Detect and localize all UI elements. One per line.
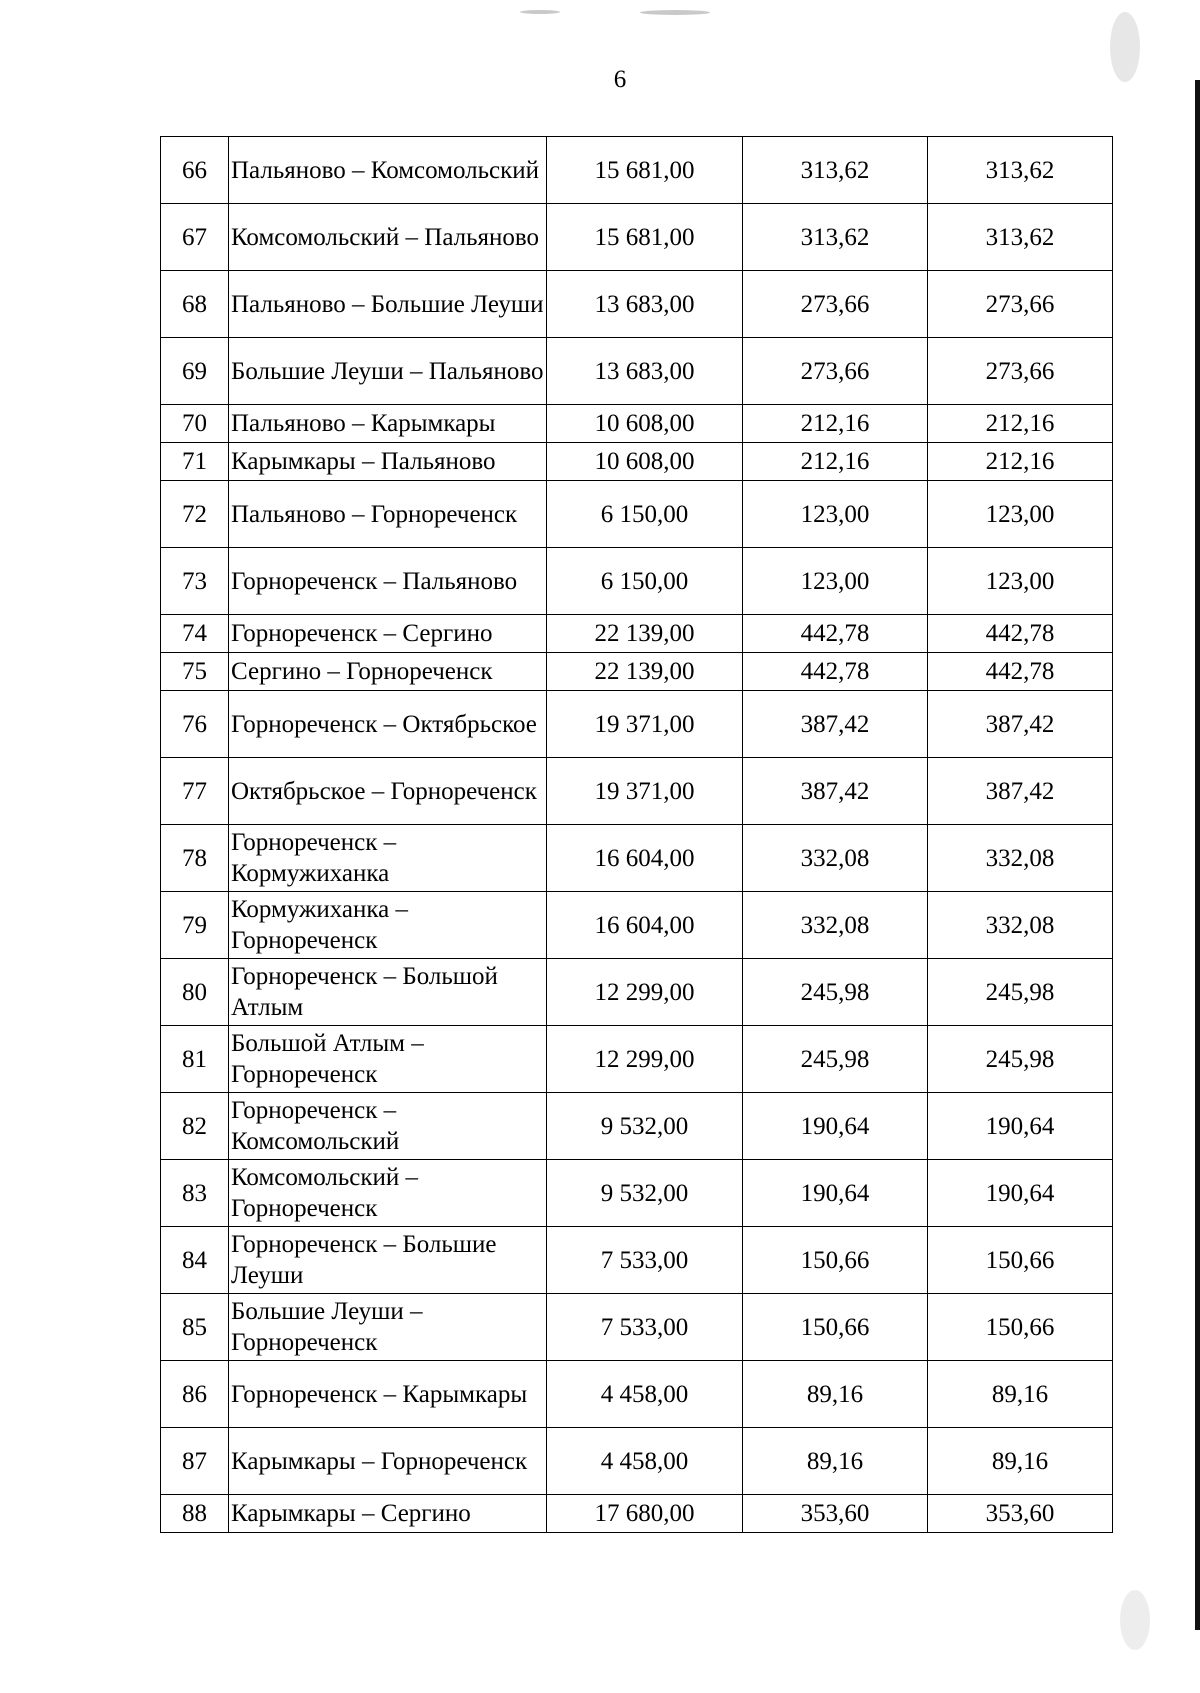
rate-cell: 442,78 (743, 653, 928, 691)
table-row (161, 204, 1113, 271)
row-number-cell: 68 (161, 271, 229, 338)
rate-cell-alt: 190,64 (928, 1160, 1113, 1227)
amount-cell: 13 683,00 (547, 271, 743, 338)
row-number-cell: 78 (161, 825, 229, 892)
row-number-cell: 73 (161, 548, 229, 615)
row-number-cell: 69 (161, 338, 229, 405)
rate-cell-alt: 212,16 (928, 443, 1113, 481)
amount-cell: 7 533,00 (547, 1227, 743, 1294)
table-row (161, 481, 1113, 548)
rate-cell-alt: 245,98 (928, 959, 1113, 1026)
rate-cell: 123,00 (743, 481, 928, 548)
scan-edge-mark (1195, 80, 1200, 1630)
amount-cell: 12 299,00 (547, 1026, 743, 1093)
rate-cell: 212,16 (743, 405, 928, 443)
rate-cell-alt: 313,62 (928, 137, 1113, 204)
rate-cell: 212,16 (743, 443, 928, 481)
rate-cell: 89,16 (743, 1428, 928, 1495)
rate-cell-alt: 387,42 (928, 691, 1113, 758)
route-cell: Пальяново – Большие Леуши (229, 271, 547, 338)
amount-cell: 22 139,00 (547, 653, 743, 691)
table-row (161, 443, 1113, 481)
row-number-cell: 81 (161, 1026, 229, 1093)
rate-cell-alt: 123,00 (928, 548, 1113, 615)
route-cell: Карымкары – Горнореченск (229, 1428, 547, 1495)
route-cell: Горнореченск – Пальяново (229, 548, 547, 615)
route-cell: Комсомольский – Горнореченск (229, 1160, 547, 1227)
amount-cell: 12 299,00 (547, 959, 743, 1026)
route-cell: Октябрьское – Горнореченск (229, 758, 547, 825)
route-cell: Горнореченск – Карымкары (229, 1361, 547, 1428)
row-number-cell: 77 (161, 758, 229, 825)
table-row (161, 1495, 1113, 1533)
scan-speck (1110, 12, 1140, 82)
row-number-cell: 75 (161, 653, 229, 691)
row-number-cell: 71 (161, 443, 229, 481)
tariff-table (160, 136, 1113, 1533)
route-cell: Большой Атлым – Горнореченск (229, 1026, 547, 1093)
scan-speck (640, 10, 710, 15)
rate-cell: 313,62 (743, 204, 928, 271)
row-number-cell: 85 (161, 1294, 229, 1361)
rate-cell-alt: 245,98 (928, 1026, 1113, 1093)
rate-cell: 273,66 (743, 338, 928, 405)
row-number-cell: 83 (161, 1160, 229, 1227)
rate-cell-alt: 442,78 (928, 615, 1113, 653)
route-cell: Горнореченск – Октябрьское (229, 691, 547, 758)
rate-cell: 150,66 (743, 1294, 928, 1361)
table-row (161, 615, 1113, 653)
amount-cell: 22 139,00 (547, 615, 743, 653)
route-cell: Горнореченск – Кормужиханка (229, 825, 547, 892)
row-number-cell: 87 (161, 1428, 229, 1495)
table-row (161, 653, 1113, 691)
amount-cell: 9 532,00 (547, 1093, 743, 1160)
rate-cell-alt: 332,08 (928, 825, 1113, 892)
amount-cell: 19 371,00 (547, 758, 743, 825)
rate-cell: 387,42 (743, 691, 928, 758)
row-number-cell: 80 (161, 959, 229, 1026)
rate-cell: 245,98 (743, 959, 928, 1026)
amount-cell: 4 458,00 (547, 1361, 743, 1428)
rate-cell: 353,60 (743, 1495, 928, 1533)
table-row (161, 271, 1113, 338)
table-row (161, 1227, 1113, 1294)
amount-cell: 9 532,00 (547, 1160, 743, 1227)
route-cell: Кормужиханка – Горнореченск (229, 892, 547, 959)
table-row (161, 1093, 1113, 1160)
scan-speck (520, 10, 560, 14)
amount-cell: 17 680,00 (547, 1495, 743, 1533)
amount-cell: 16 604,00 (547, 892, 743, 959)
page-number: 6 (613, 66, 627, 93)
rate-cell: 273,66 (743, 271, 928, 338)
amount-cell: 4 458,00 (547, 1428, 743, 1495)
rate-cell-alt: 123,00 (928, 481, 1113, 548)
route-cell: Горнореченск – Комсомольский (229, 1093, 547, 1160)
rate-cell: 332,08 (743, 892, 928, 959)
row-number-cell: 82 (161, 1093, 229, 1160)
route-cell: Карымкары – Пальяново (229, 443, 547, 481)
route-cell: Комсомольский – Пальяново (229, 204, 547, 271)
amount-cell: 10 608,00 (547, 443, 743, 481)
table-row (161, 691, 1113, 758)
tariff-table-body (161, 137, 1113, 1533)
row-number-cell: 88 (161, 1495, 229, 1533)
rate-cell: 313,62 (743, 137, 928, 204)
route-cell: Горнореченск – Сергино (229, 615, 547, 653)
table-row (161, 338, 1113, 405)
rate-cell-alt: 442,78 (928, 653, 1113, 691)
row-number-cell: 72 (161, 481, 229, 548)
rate-cell: 332,08 (743, 825, 928, 892)
table-row (161, 1428, 1113, 1495)
table-row (161, 892, 1113, 959)
amount-cell: 6 150,00 (547, 481, 743, 548)
rate-cell: 190,64 (743, 1093, 928, 1160)
rate-cell-alt: 273,66 (928, 338, 1113, 405)
route-cell: Пальяново – Комсомольский (229, 137, 547, 204)
rate-cell-alt: 212,16 (928, 405, 1113, 443)
row-number-cell: 66 (161, 137, 229, 204)
route-cell: Карымкары – Сергино (229, 1495, 547, 1533)
route-cell: Горнореченск – Большие Леуши (229, 1227, 547, 1294)
rate-cell: 123,00 (743, 548, 928, 615)
table-row (161, 548, 1113, 615)
rate-cell-alt: 273,66 (928, 271, 1113, 338)
rate-cell-alt: 150,66 (928, 1294, 1113, 1361)
amount-cell: 7 533,00 (547, 1294, 743, 1361)
scan-speck (1120, 1590, 1150, 1650)
route-cell: Пальяново – Карымкары (229, 405, 547, 443)
rate-cell-alt: 313,62 (928, 204, 1113, 271)
amount-cell: 10 608,00 (547, 405, 743, 443)
table-row (161, 1160, 1113, 1227)
row-number-cell: 79 (161, 892, 229, 959)
row-number-cell: 86 (161, 1361, 229, 1428)
rate-cell-alt: 353,60 (928, 1495, 1113, 1533)
table-row (161, 1026, 1113, 1093)
rate-cell-alt: 332,08 (928, 892, 1113, 959)
table-row (161, 1294, 1113, 1361)
route-cell: Сергино – Горнореченск (229, 653, 547, 691)
rate-cell: 89,16 (743, 1361, 928, 1428)
rate-cell: 442,78 (743, 615, 928, 653)
route-cell: Горнореченск – Большой Атлым (229, 959, 547, 1026)
row-number-cell: 84 (161, 1227, 229, 1294)
table-row (161, 959, 1113, 1026)
rate-cell-alt: 387,42 (928, 758, 1113, 825)
amount-cell: 16 604,00 (547, 825, 743, 892)
table-row (161, 1361, 1113, 1428)
amount-cell: 15 681,00 (547, 137, 743, 204)
rate-cell: 150,66 (743, 1227, 928, 1294)
route-cell: Пальяново – Горнореченск (229, 481, 547, 548)
rate-cell: 190,64 (743, 1160, 928, 1227)
route-cell: Большие Леуши – Горнореченск (229, 1294, 547, 1361)
rate-cell-alt: 89,16 (928, 1361, 1113, 1428)
table-row (161, 137, 1113, 204)
rate-cell-alt: 150,66 (928, 1227, 1113, 1294)
amount-cell: 19 371,00 (547, 691, 743, 758)
rate-cell-alt: 190,64 (928, 1093, 1113, 1160)
amount-cell: 13 683,00 (547, 338, 743, 405)
rate-cell-alt: 89,16 (928, 1428, 1113, 1495)
row-number-cell: 67 (161, 204, 229, 271)
row-number-cell: 76 (161, 691, 229, 758)
amount-cell: 15 681,00 (547, 204, 743, 271)
row-number-cell: 70 (161, 405, 229, 443)
table-row (161, 758, 1113, 825)
rate-cell: 245,98 (743, 1026, 928, 1093)
table-row (161, 825, 1113, 892)
amount-cell: 6 150,00 (547, 548, 743, 615)
route-cell: Большие Леуши – Пальяново (229, 338, 547, 405)
table-row (161, 405, 1113, 443)
rate-cell: 387,42 (743, 758, 928, 825)
row-number-cell: 74 (161, 615, 229, 653)
